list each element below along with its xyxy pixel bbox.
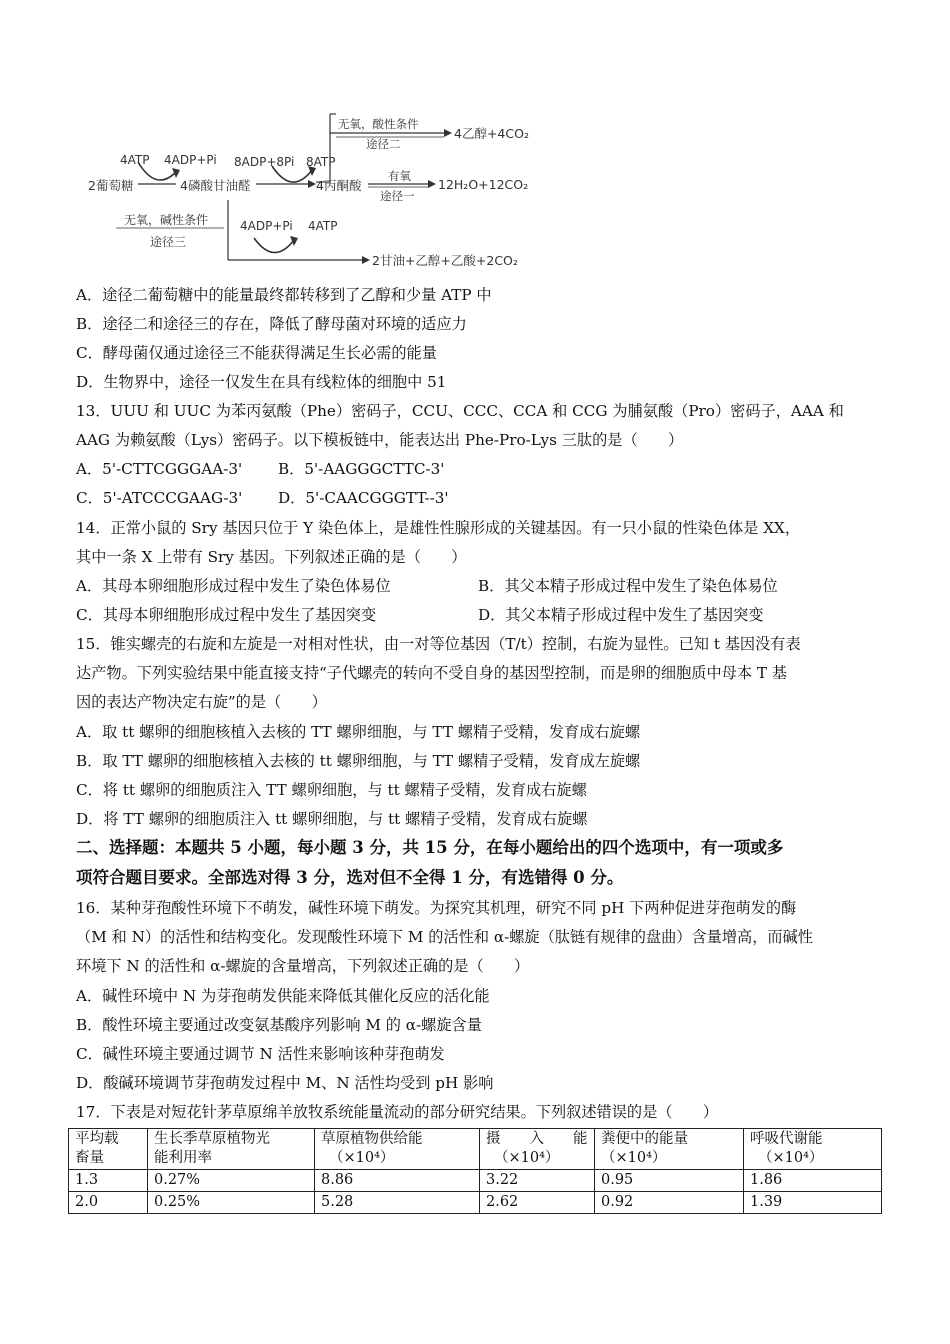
table-header-cell: 草原植物供给能 （×10⁴） xyxy=(315,1129,480,1170)
table-cell: 1.39 xyxy=(744,1192,882,1214)
table-header-cell: 摄 入 能 （×10⁴） xyxy=(480,1129,595,1170)
section2-heading-line1: 二、选择题：本题共 5 小题，每小题 3 分，共 15 分，在每小题给出的四个选项中，有一项或多 xyxy=(76,838,784,857)
table-row xyxy=(69,1170,882,1192)
q15-option-d: D．将 TT 螺卵的细胞质注入 tt 螺卵细胞，与 tt 螺精子受精，发育成右旋螺 xyxy=(76,810,588,828)
path2-condition: 无氧，酸性条件 xyxy=(338,117,419,131)
atp-out3-label: 4ATP xyxy=(308,219,338,233)
q14-option-a: A．其母本卵细胞形成过程中发生了染色体易位 xyxy=(76,577,391,595)
table-header-cell: 粪便中的能量 （×10⁴） xyxy=(595,1129,744,1170)
q13-option-a: A．5'-CTTCGGGAA-3' xyxy=(76,460,243,478)
path3-product: 2甘油+乙醇+乙酸+2CO₂ xyxy=(372,253,518,268)
q13-option-c: C．5'-ATCCCGAAG-3' xyxy=(76,489,243,507)
q13-option-b: B．5'-AAGGGCTTC-3' xyxy=(278,460,445,478)
path2-product: 4乙醇+4CO₂ xyxy=(454,126,529,141)
table-header-row xyxy=(69,1129,882,1170)
table-cell: 0.95 xyxy=(595,1170,744,1192)
q16-stem-line3: 环境下 N 的活性和 α-螺旋的含量增高，下列叙述正确的是（ ） xyxy=(76,957,530,975)
path3-atp-arrow xyxy=(254,238,294,253)
q12-option-c: C．酵母菌仅通过途径三不能获得满足生长必需的能量 xyxy=(76,344,437,362)
table-header-cell: 生长季草原植物光 能利用率 xyxy=(148,1129,315,1170)
atp-out2-label: 8ATP xyxy=(306,155,336,169)
q16-option-c: C．碱性环境主要通过调节 N 活性来影响该种芽孢萌发 xyxy=(76,1045,445,1063)
table-cell: 3.22 xyxy=(480,1170,595,1192)
q12-option-d: D．生物界中，途径一仅发生在具有线粒体的细胞中 51 xyxy=(76,373,447,391)
atp-in-label: 4ATP xyxy=(120,153,150,167)
table-cell: 2.0 xyxy=(69,1192,148,1214)
table-cell: 8.86 xyxy=(315,1170,480,1192)
q15-stem-line2: 达产物。下列实验结果中能直接支持“子代螺壳的转向不受自身的基因型控制，而是卵的细胞质中母本 T 基 xyxy=(76,664,787,682)
table-header-cell: 呼吸代谢能 （×10⁴） xyxy=(744,1129,882,1170)
table-row xyxy=(69,1192,882,1214)
q14-option-c: C．其母本卵细胞形成过程中发生了基因突变 xyxy=(76,606,377,624)
path1-label: 途径一 xyxy=(380,189,415,203)
adp-in3-label: 4ADP+Pi xyxy=(240,219,293,233)
glucose-label: 2葡萄糖 xyxy=(88,178,134,193)
q16-option-b: B．酸性环境主要通过改变氨基酸序列影响 M 的 α-螺旋含量 xyxy=(76,1016,482,1034)
q12-option-b: B．途径二和途径三的存在，降低了酵母菌对环境的适应力 xyxy=(76,315,467,333)
path1-condition: 有氧 xyxy=(388,169,411,183)
q15-stem-line3: 因的表达产物决定右旋”的是（ ） xyxy=(76,693,327,711)
q15-option-a: A．取 tt 螺卵的细胞核植入去核的 TT 螺卵细胞，与 TT 螺精子受精，发育成右旋螺 xyxy=(76,723,641,741)
energy-flow-table xyxy=(68,1128,882,1214)
table-cell: 0.27% xyxy=(148,1170,315,1192)
pyruvate-label: 4丙酮酸 xyxy=(316,178,362,193)
table-header-cell: 平均载 畜量 xyxy=(69,1129,148,1170)
q15-option-c: C．将 tt 螺卵的细胞质注入 TT 螺卵细胞，与 tt 螺精子受精，发育成右旋螺 xyxy=(76,781,587,799)
path1-product: 12H₂O+12CO₂ xyxy=(438,177,529,192)
table-cell: 2.62 xyxy=(480,1192,595,1214)
q16-stem-line1: 16．某种芽孢酸性环境下不萌发，碱性环境下萌发。为探究其机理，研究不同 pH 下两种促进芽孢萌发的酶 xyxy=(76,899,797,917)
q13-stem-line2: AAG 为赖氨酸（Lys）密码子。以下模板链中，能表达出 Phe-Pro-Lys 三肽的是（ ） xyxy=(76,431,684,449)
glycolysis-pathway-diagram xyxy=(76,100,536,272)
table-cell: 1.3 xyxy=(69,1170,148,1192)
table-cell: 5.28 xyxy=(315,1192,480,1214)
table-cell: 0.92 xyxy=(595,1192,744,1214)
q16-option-d: D．酸碱环境调节芽孢萌发过程中 M、N 活性均受到 pH 影响 xyxy=(76,1074,494,1092)
adp-out-label: 4ADP+Pi xyxy=(164,153,217,167)
path2-label: 途径二 xyxy=(366,137,401,151)
table-cell: 1.86 xyxy=(744,1170,882,1192)
g3p-label: 4磷酸甘油醛 xyxy=(180,178,251,193)
q13-option-d: D．5'-CAACGGGTT--3' xyxy=(278,489,449,507)
adp-in2-label: 8ADP+8Pi xyxy=(234,155,295,169)
q17-stem: 17．下表是对短花针茅草原绵羊放牧系统能量流动的部分研究结果。下列叙述错误的是（ ） xyxy=(76,1103,719,1121)
q16-option-a: A．碱性环境中 N 为芽孢萌发供能来降低其催化反应的活化能 xyxy=(76,987,490,1005)
q14-stem-line1: 14．正常小鼠的 Sry 基因只位于 Y 染色体上，是雄性性腺形成的关键基因。有一只小鼠的性染色体是 XX， xyxy=(76,519,801,537)
section2-heading-line2: 项符合题目要求。全部选对得 3 分，选对但不全得 1 分，有选错得 0 分。 xyxy=(76,868,624,887)
q14-option-d: D．其父本精子形成过程中发生了基因突变 xyxy=(478,606,764,624)
q14-stem-line2: 其中一条 X 上带有 Sry 基因。下列叙述正确的是（ ） xyxy=(76,548,467,566)
q12-option-a: A．途径二葡萄糖中的能量最终都转移到了乙醇和少量 ATP 中 xyxy=(76,286,492,304)
q14-option-b: B．其父本精子形成过程中发生了染色体易位 xyxy=(478,577,778,595)
table-cell: 0.25% xyxy=(148,1192,315,1214)
path3-label: 途径三 xyxy=(150,235,187,249)
q13-stem-line1: 13．UUU 和 UUC 为苯丙氨酸（Phe）密码子，CCU、CCC、CCA 和 CCG 为脯氨酸（Pro）密码子，AAA 和 xyxy=(76,402,844,420)
q15-stem-line1: 15．锥实螺壳的右旋和左旋是一对相对性状，由一对等位基因（T/t）控制，右旋为显性。已知 t 基因没有表 xyxy=(76,635,801,653)
path3-condition: 无氧，碱性条件 xyxy=(124,213,209,227)
q16-stem-line2: （M 和 N）的活性和结构变化。发现酸性环境下 M 的活性和 α-螺旋（肽链有规律的盘曲）含量增高，而碱性 xyxy=(76,928,813,946)
q15-option-b: B．取 TT 螺卵的细胞核植入去核的 tt 螺卵细胞，与 TT 螺精子受精，发育成左旋螺 xyxy=(76,752,641,770)
